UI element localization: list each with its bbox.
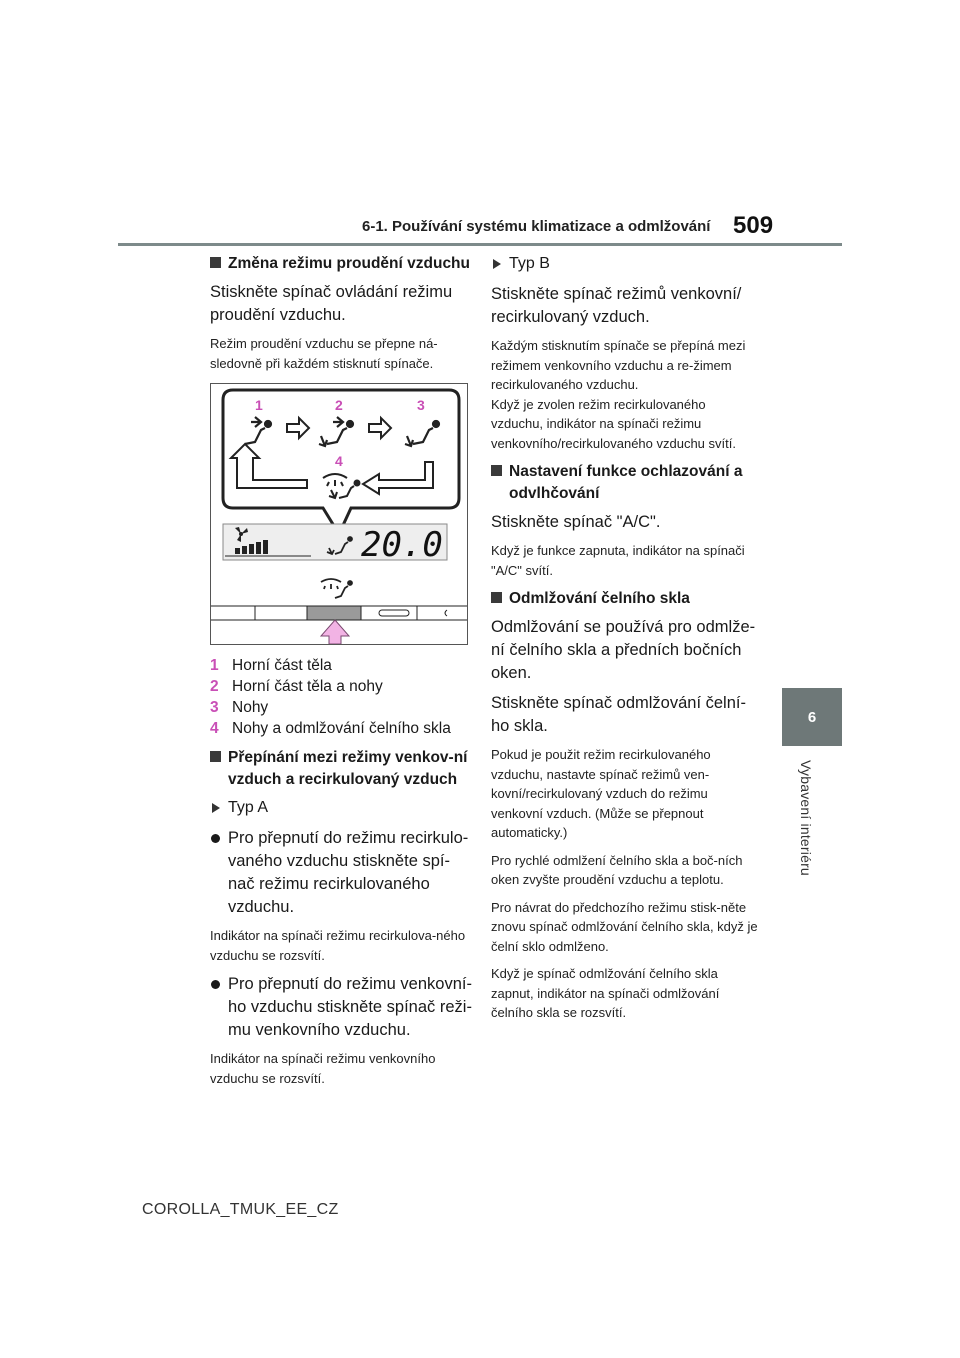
right-button-mark (445, 610, 447, 616)
type-b-label: Typ B (491, 253, 759, 275)
defog-body-1: Odmlžování se používá pro odmlže-ní čelního skla a předních bočních oken. (491, 618, 756, 682)
slot-button[interactable] (379, 610, 409, 616)
defog-note-1: Pokud je použit režim recirkulovaného vzduchu, nastavte spínač režimů ven-kovní/recirkulovaný vzduch do režimu venkovní vzduch. (Může se přepnout automaticky.) (491, 747, 711, 840)
square-bullet-icon (210, 257, 221, 268)
mode-label-4: 4 (335, 453, 343, 469)
triangle-bullet-icon (212, 803, 220, 813)
defog-note-4: Když je spínač odmlžování čelního skla zapnut, indikátor na spínači odmlžování čelního skla se rozsvítí. (491, 966, 720, 1020)
section-title: 6-1. Používání systému klimatizace a odmlžování (362, 218, 711, 235)
triangle-bullet-icon (493, 259, 501, 269)
lcd-temperature: 20.0 (361, 525, 443, 565)
airflow-diagram (211, 384, 467, 644)
outside-air-bullet: Pro přepnutí do režimu venkovní-ho vzduchu stiskněte spínač reži-mu venkovního vzduchu. (210, 973, 472, 1042)
type-b-note-2: Když je zvolen režim recirkulovaného vzduchu, indikátor na spínači režimu venkovního/recirkulovaného vzduchu svítí. (491, 396, 736, 451)
recirc-note: Indikátor na spínači režimu recirkulova-ného vzduchu se rozsvítí. (210, 928, 466, 963)
type-b-note-1: Každým stisknutím spínače se přepíná mezi režimem venkovního vzduchu a re-žimem recirkulovaného vzduchu. (491, 338, 746, 392)
recirc-heading: Přepínání mezi režimy venkov-ní vzduch a recirkulovaný vzduch (210, 747, 472, 791)
airflow-heading: Změna režimu proudění vzduchu (210, 253, 472, 275)
ac-body: Stiskněte spínač "A/C". (491, 513, 661, 531)
mode-label-3: 3 (417, 397, 425, 413)
legend-item: 4 Nohy a odmlžování čelního skla (210, 720, 451, 737)
airflow-mode-figure (210, 383, 468, 645)
square-bullet-icon (491, 465, 502, 476)
defog-note-2: Pro rychlé odmlžení čelního skla a boč-ních oken zvyšte proudění vzduchu a teplotu. (491, 852, 743, 887)
chapter-number: 6 (807, 708, 817, 726)
defog-heading: Odmlžování čelního skla (491, 588, 759, 610)
right-column (491, 253, 759, 1031)
ac-heading: Nastavení funkce ochlazování a odvlhčování (491, 461, 759, 505)
left-column (210, 253, 472, 1088)
document-code: COROLLA_TMUK_EE_CZ (142, 1201, 339, 1218)
page-number: 509 (733, 212, 774, 239)
airflow-body: Stiskněte spínač ovládání režimu proudění vzduchu. (210, 283, 453, 324)
outside-air-note: Indikátor na spínači režimu venkovního vzduchu se rozsvítí. (210, 1051, 436, 1086)
legend-item: 1 Horní část těla (210, 657, 332, 674)
defog-body-2: Stiskněte spínač odmlžování čelní-ho skla. (491, 694, 746, 735)
legend-item: 2 Horní část těla a nohy (210, 678, 383, 695)
mode-button[interactable] (307, 606, 361, 620)
press-arrow-icon (321, 620, 349, 644)
mode-label-1: 1 (255, 397, 263, 413)
square-bullet-icon (210, 751, 221, 762)
chapter-label: Vybavení interiéru (798, 760, 814, 876)
chapter-tab[interactable] (782, 688, 842, 746)
legend-item: 3 Nohy (210, 699, 269, 716)
ac-note: Když je funkce zapnuta, indikátor na spínači "A/C" svítí. (491, 543, 745, 578)
recirc-bullet: Pro přepnutí do režimu recirkulo-vaného vzduchu stiskněte spí-nač režimu recirkulovaného vzduchu. (210, 827, 472, 919)
dot-bullet-icon (211, 834, 220, 843)
defog-button-icon (321, 579, 352, 598)
header-divider (118, 243, 842, 246)
type-a-label: Typ A (210, 797, 472, 819)
dot-bullet-icon (211, 980, 220, 989)
type-b-body: Stiskněte spínač režimů venkovní/ recirkulovaný vzduch. (491, 285, 742, 326)
mode-label-2: 2 (335, 397, 343, 413)
airflow-note: Režim proudění vzduchu se přepne ná-sledovně při každém stisknutí spínače. (210, 336, 438, 371)
square-bullet-icon (491, 592, 502, 603)
defog-note-3: Pro návrat do předchozího režimu stisk-něte znovu spínač odmlžování čelního skla, když je čelní sklo odmlženo. (491, 899, 758, 954)
